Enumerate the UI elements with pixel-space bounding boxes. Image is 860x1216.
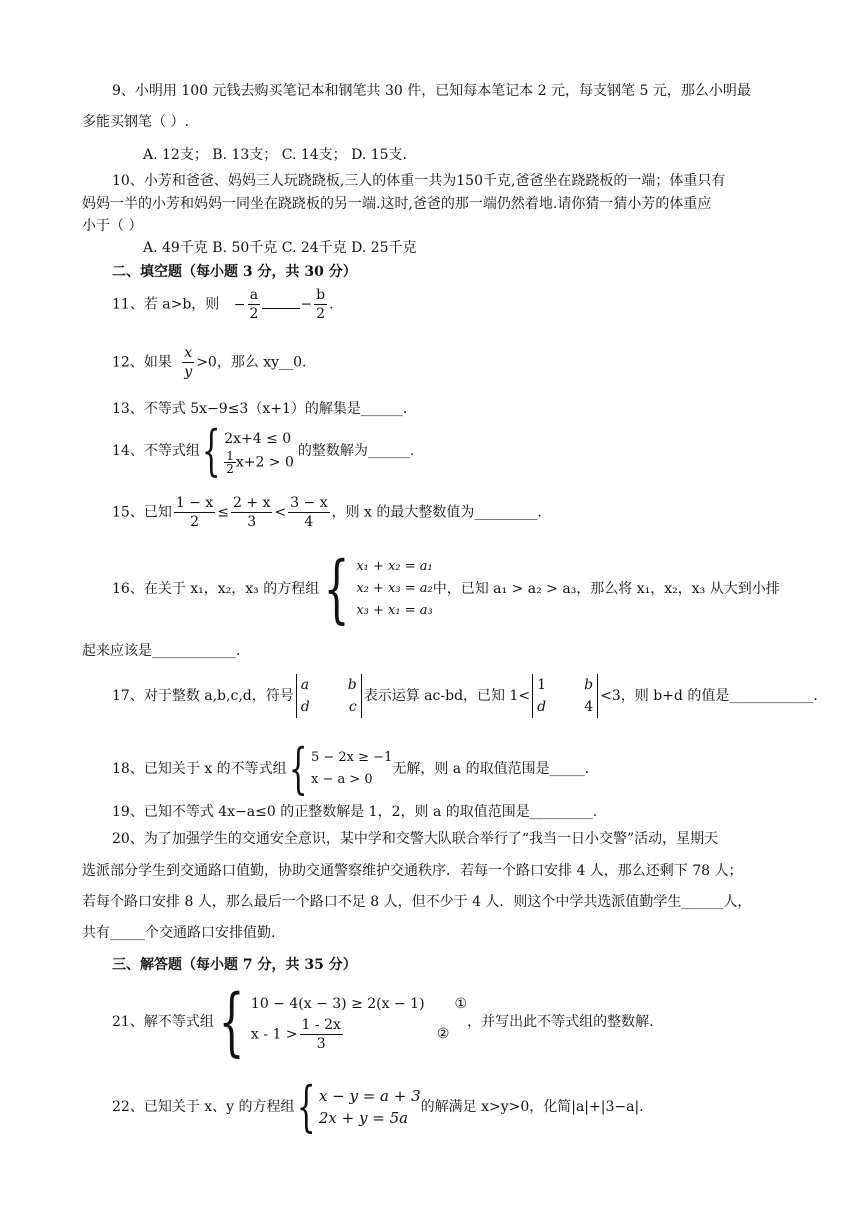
q11-prefix: 11、若 a>b，则: [112, 296, 220, 313]
q12-x: x: [182, 344, 194, 363]
q11-frac-a: [248, 286, 261, 323]
q15-prefix: 15、已知: [112, 504, 172, 521]
q17-d1-c: c: [348, 699, 357, 715]
q14-brace: {: [201, 419, 221, 482]
q11-minus-2: −: [300, 296, 313, 313]
q11: [112, 286, 334, 323]
q18: [112, 737, 590, 800]
q22-suffix: 的解满足 x>y>0，化简|a|+|3−a|.: [420, 1099, 644, 1115]
q16-eq2: x₂ + x₃ = a₂: [356, 581, 433, 596]
q10-options: A. 49千克 B. 50千克 C. 24千克 D. 25千克: [143, 240, 417, 256]
q16-eq1: x₁ + x₂ = a₁: [356, 559, 433, 574]
q21: [112, 979, 654, 1065]
q16: [112, 546, 780, 632]
q16-prefix: 16、在关于 x₁，x₂，x₃ 的方程组: [112, 581, 320, 597]
q21-row2-lhs: x - 1 >: [250, 1026, 298, 1042]
q14-prefix: 14、不等式组: [112, 443, 200, 459]
q10-line1: 10、小芳和爸爸、妈妈三人玩跷跷板,三人的体重一共为150千克,爸爸坐在跷跷板的一端；体重只有: [112, 173, 726, 189]
q21-mark-1: ①: [454, 995, 468, 1012]
q17-d1-b: b: [347, 677, 357, 693]
q18-suffix: 无解，则 a 的取值范围是_____.: [392, 761, 590, 777]
q22-brace: {: [296, 1075, 316, 1138]
q14-half-den: 2: [226, 461, 234, 476]
q21-suffix: ，并写出此不等式组的整数解.: [467, 1014, 654, 1030]
q18-row1: 5 − 2x ≥ −1: [310, 750, 393, 765]
q11-two-2: 2: [316, 306, 326, 322]
q18-system: [311, 747, 392, 791]
q15-f1-num: 1 − x: [175, 495, 214, 511]
q15-f3-num: 3 − x: [290, 495, 328, 511]
q9-line1: 9、小明用 100 元钱去购买笔记本和钢笔共 30 件，已知每本笔记本 2 元，每支钢笔 5 元，那么小明最: [112, 83, 751, 99]
section-2-heading: 二、填空题（每小题 3 分，共 30 分）: [112, 264, 357, 280]
section-3-heading: 三、解答题（每小题 7 分，共 35 分）: [112, 957, 357, 973]
q15-f2-num: 2 + x: [233, 495, 271, 511]
q15-frac1: [174, 494, 215, 531]
q11-blank[interactable]: [262, 294, 300, 309]
q21-brace: {: [218, 979, 245, 1065]
q15: [112, 494, 542, 531]
q20-line1: 20、为了加强学生的交通安全意识，某中学和交警大队联合举行了“我当一日小交警”活动，星期天: [112, 831, 719, 847]
q14: [112, 419, 415, 482]
q22-row2: 2x + y = 5a: [318, 1109, 409, 1127]
q11-two-1: 2: [249, 306, 259, 322]
q21-prefix: 21、解不等式组: [112, 1014, 214, 1030]
q17-d1-d: d: [300, 699, 310, 715]
q11-b: b: [316, 287, 326, 303]
q15-op2: <: [274, 504, 287, 521]
q16-brace: {: [323, 546, 350, 632]
q22: [112, 1075, 644, 1138]
q17-middle: 表示运算 ac-bd，已知 1<: [363, 688, 531, 704]
q17-d1-a: a: [300, 677, 310, 693]
q22-system: [319, 1085, 421, 1129]
q17: [112, 674, 818, 718]
q21-row2-den: 3: [316, 1035, 326, 1052]
q18-prefix: 18、已知关于 x 的不等式组: [112, 761, 287, 777]
q16-line2: 起来应该是____________.: [82, 643, 241, 659]
q12-suffix: >0，那么 xy__0.: [196, 354, 307, 371]
q21-row2-frac: [300, 1016, 343, 1053]
q16-system: [356, 556, 432, 622]
q17-det2: [532, 674, 598, 718]
q21-mark-2: ②: [436, 1026, 450, 1042]
q21-row1: [251, 992, 467, 1016]
q17-prefix: 17、对于整数 a,b,c,d，符号: [112, 688, 294, 704]
q14-row2-frac: [224, 450, 236, 475]
q17-d2-d: d: [537, 699, 547, 715]
q15-f2-den: 3: [247, 514, 257, 530]
q10-line2: 妈妈一半的小芳和妈妈一同坐在跷跷板的另一端.这时,爸爸的那一端仍然着地.请你猜一猜小芳的体重应: [82, 196, 712, 212]
q14-suffix: 的整数解为______.: [297, 443, 415, 459]
q21-row1-expr: 10 − 4(x − 3) ≥ 2(x − 1): [250, 995, 425, 1012]
q21-row2: [251, 1016, 467, 1053]
q11-minus-1: −: [233, 296, 246, 313]
q17-det1: [296, 674, 362, 718]
q21-row2-num: 1 - 2x: [301, 1016, 341, 1033]
q17-d2-1: 1: [537, 677, 547, 693]
q14-row2: [224, 450, 294, 475]
q14-row1: 2x+4 ≤ 0: [224, 430, 292, 447]
q15-suffix: ，则 x 的最大整数值为_________.: [331, 504, 542, 521]
q14-system: [224, 428, 294, 475]
q14-row2-rest: x+2 > 0: [235, 454, 294, 470]
q15-frac2: [231, 494, 272, 531]
q15-frac3: [288, 494, 329, 531]
q22-row1: x − y = a + 3: [318, 1087, 421, 1105]
q17-suffix: <3，则 b+d 的值是____________.: [600, 688, 818, 704]
q9-options: A. 12支； B. 13支； C. 14支； D. 15支.: [143, 147, 407, 163]
q21-system: [251, 992, 467, 1053]
q11-end: .: [329, 296, 334, 313]
q16-middle: 中，已知 a₁ > a₂ > a₃，那么将 x₁，x₂，x₃ 从大到小排: [432, 581, 780, 597]
q16-eq3: x₃ + x₁ = a₃: [356, 603, 433, 618]
q13: 13、不等式 5x−9≤3（x+1）的解集是______.: [112, 401, 408, 417]
q18-brace: {: [288, 737, 308, 800]
q14-half-num: 1: [226, 448, 234, 463]
q9-line2: 多能买钢笔（ ）.: [82, 114, 189, 130]
q10-line3: 小于（ ）: [82, 218, 143, 234]
q12-frac: [182, 344, 194, 381]
q18-row2: x − a > 0: [310, 772, 373, 787]
q20-line2: 选派部分学生到交通路口值勤，协助交通警察维护交通秩序．若每一个路口安排 4 人，那么还剩下 78 人；: [82, 863, 743, 879]
q17-d2-4: 4: [584, 699, 594, 715]
q15-op1: ≤: [217, 504, 229, 521]
q20-line4: 共有_____个交通路口安排值勤.: [82, 925, 276, 941]
q17-d2-b: b: [584, 677, 594, 693]
q22-prefix: 22、已知关于 x、y 的方程组: [112, 1099, 295, 1115]
q19: 19、已知不等式 4x−a≤0 的正整数解是 1，2，则 a 的取值范围是_________.: [112, 804, 598, 820]
q11-frac-b: [314, 286, 327, 323]
q12: [112, 344, 306, 381]
q12-y: y: [184, 364, 193, 380]
q15-f3-den: 4: [304, 514, 314, 530]
q15-f1-den: 2: [190, 514, 199, 530]
q11-a: a: [248, 286, 261, 305]
q20-line3: 若每个路口安排 8 人，那么最后一个路口不足 8 人，但不少于 4 人．则这个中学共选派值勤学生______人，: [82, 894, 752, 910]
q12-prefix: 12、如果: [112, 354, 172, 371]
